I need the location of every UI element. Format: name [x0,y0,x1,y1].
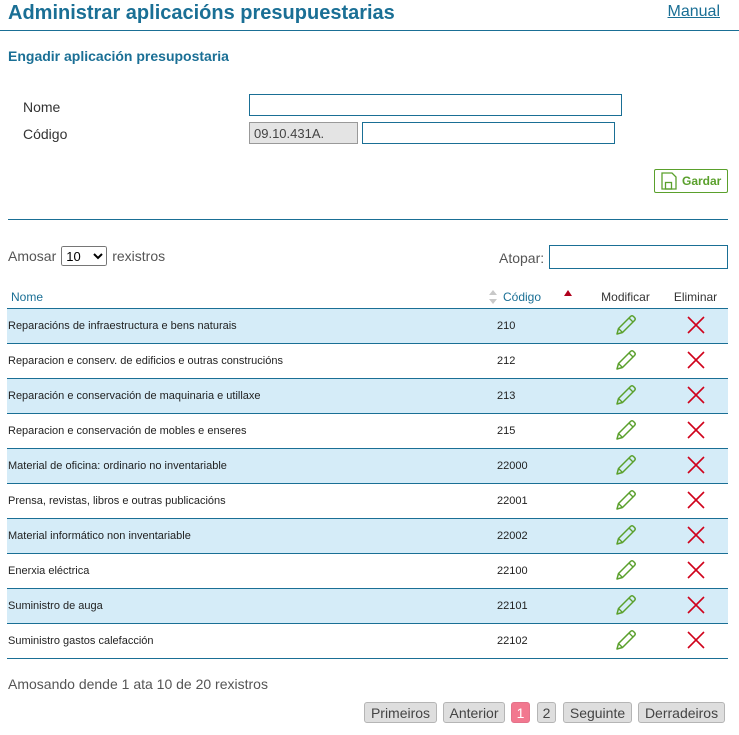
row-name: Suministro gastos calefacción [7,624,496,659]
delete-x-icon[interactable] [685,594,707,616]
row-name: Suministro de auga [7,589,496,624]
row-code: 22101 [496,589,588,624]
row-delete-cell [663,414,728,449]
edit-pencil-icon[interactable] [614,453,638,477]
row-modify-cell [588,554,663,589]
pagination-previous[interactable]: Anterior [443,702,505,723]
delete-x-icon[interactable] [685,349,707,371]
delete-x-icon[interactable] [685,384,707,406]
row-delete-cell [663,449,728,484]
edit-pencil-icon[interactable] [614,523,638,547]
pagination-first[interactable]: Primeiros [364,702,437,723]
show-suffix: rexistros [112,248,166,264]
code-label: Código [23,126,68,142]
delete-x-icon[interactable] [685,629,707,651]
row-code: 212 [496,344,588,379]
row-code: 215 [496,414,588,449]
row-delete-cell [663,484,728,519]
row-delete-cell [663,379,728,414]
edit-pencil-icon[interactable] [614,628,638,652]
row-code: 22002 [496,519,588,554]
code-input[interactable] [362,122,615,144]
row-delete-cell [663,624,728,659]
row-name: Prensa, revistas, libros e outras publicacións [7,484,496,519]
table-row [7,554,728,589]
section-divider [8,219,728,220]
pagination-page-1[interactable]: 1 [511,702,530,723]
row-delete-cell [663,309,728,344]
edit-pencil-icon[interactable] [614,383,638,407]
page-title: Administrar aplicacións presupuestarias [8,2,395,24]
row-code: 22102 [496,624,588,659]
row-name: Reparación e conservación de maquinaria e utillaxe [7,379,496,414]
row-modify-cell [588,624,663,659]
table-row [7,344,728,379]
table-header-row [7,286,728,309]
page-size-control [8,246,165,266]
edit-pencil-icon[interactable] [614,593,638,617]
table-row [7,309,728,344]
show-prefix: Amosar [8,248,57,264]
row-code: 22100 [496,554,588,589]
row-modify-cell [588,414,663,449]
edit-pencil-icon[interactable] [614,558,638,582]
table-row [7,379,728,414]
row-delete-cell [663,589,728,624]
delete-x-icon[interactable] [685,559,707,581]
delete-x-icon[interactable] [685,419,707,441]
pagination-last[interactable]: Derradeiros [638,702,725,723]
row-modify-cell [588,484,663,519]
col-header-code[interactable] [496,286,588,309]
code-prefix-field [249,122,358,144]
row-modify-cell [588,309,663,344]
table-row [7,624,728,659]
row-modify-cell [588,519,663,554]
save-button-label: Gardar [682,174,722,188]
delete-x-icon[interactable] [685,454,707,476]
save-icon [660,172,678,190]
table-row [7,484,728,519]
row-name: Reparacion e conservación de mobles e enseres [7,414,496,449]
row-modify-cell [588,379,663,414]
row-name: Reparacion e conserv. de edificios e outras construcións [7,344,496,379]
delete-x-icon[interactable] [685,489,707,511]
pagination-next[interactable]: Seguinte [563,702,632,723]
name-input[interactable] [249,94,622,116]
row-name: Material de oficina: ordinario no inventariable [7,449,496,484]
col-header-delete: Eliminar [663,286,728,309]
row-delete-cell [663,519,728,554]
delete-x-icon[interactable] [685,314,707,336]
row-code: 213 [496,379,588,414]
table-row [7,414,728,449]
form-section-title: Engadir aplicación presupostaria [8,48,229,64]
row-name: Enerxia eléctrica [7,554,496,589]
row-code: 22001 [496,484,588,519]
table-row [7,589,728,624]
search-label: Atopar: [499,250,545,266]
col-header-code-label: Código [503,290,542,304]
row-modify-cell [588,344,663,379]
page-size-select[interactable] [61,246,107,266]
delete-x-icon[interactable] [685,524,707,546]
edit-pencil-icon[interactable] [614,488,638,512]
col-header-name[interactable] [7,286,496,309]
row-modify-cell [588,449,663,484]
edit-pencil-icon[interactable] [614,348,638,372]
row-name: Reparacións de infraestructura e bens naturais [7,309,496,344]
table-info: Amosando dende 1 ata 10 de 20 rexistros [8,676,268,692]
edit-pencil-icon[interactable] [614,313,638,337]
edit-pencil-icon[interactable] [614,418,638,442]
col-header-modify: Modificar [588,286,663,309]
data-table [7,286,728,659]
row-code: 22000 [496,449,588,484]
name-label: Nome [23,99,61,115]
row-code: 210 [496,309,588,344]
table-row [7,449,728,484]
col-header-name-label: Nome [11,290,44,304]
row-name: Material informático non inventariable [7,519,496,554]
pagination-page-2[interactable]: 2 [537,702,556,723]
row-modify-cell [588,589,663,624]
page-header [0,0,739,31]
row-delete-cell [663,554,728,589]
manual-link[interactable]: Manual [667,3,720,20]
save-button[interactable] [654,169,728,193]
search-input[interactable] [549,245,728,269]
row-delete-cell [663,344,728,379]
sort-asc-icon [563,289,573,297]
table-row [7,519,728,554]
